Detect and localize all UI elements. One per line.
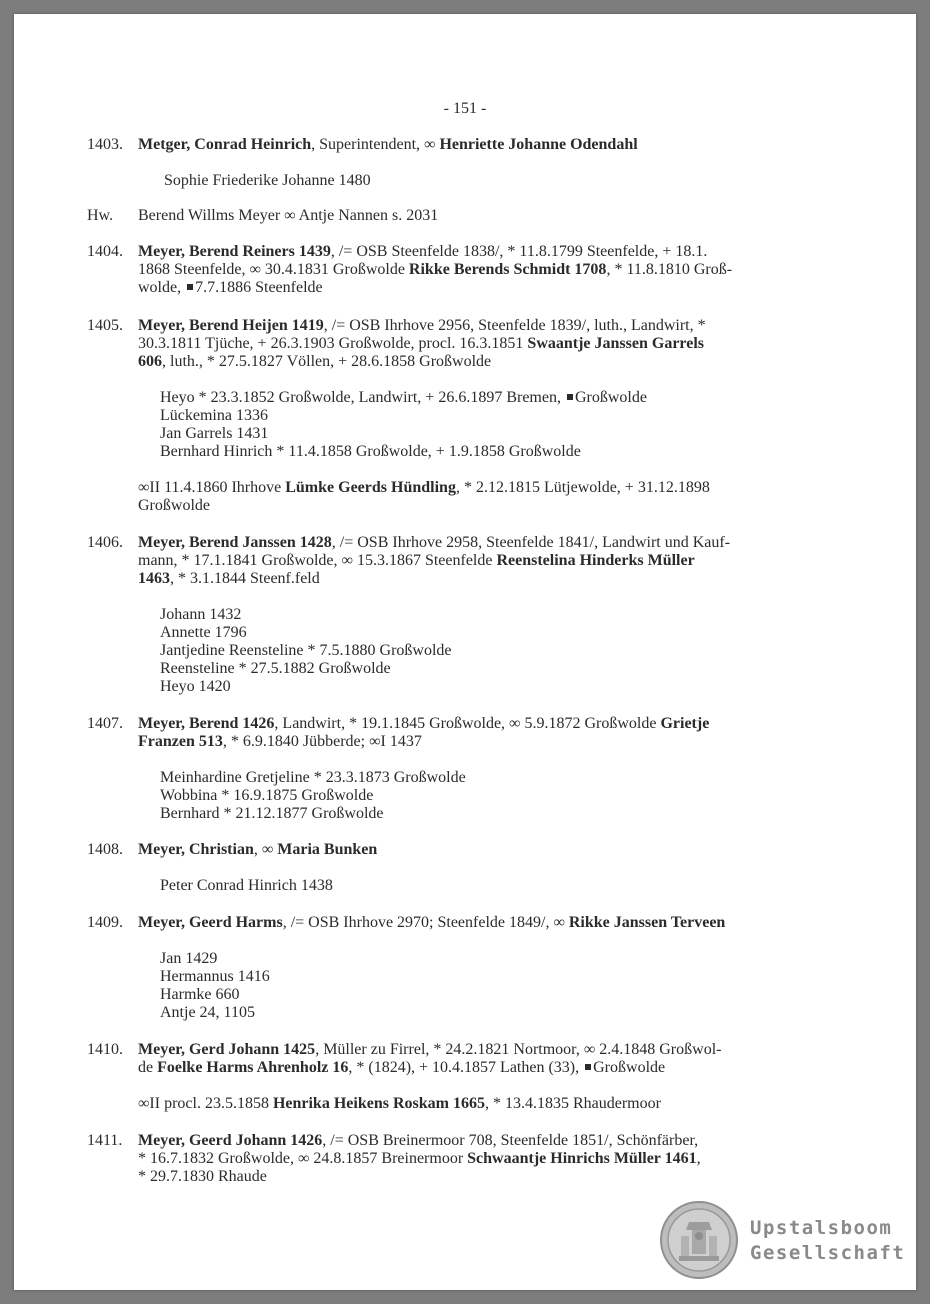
spouse-name: Lümke Geerds Hündling	[285, 479, 456, 496]
child-line: Jantjedine Reensteline * 7.5.1880 Großwolde	[160, 642, 452, 659]
entry-text: , /= OSB Steenfelde 1838/, * 11.8.1799 Steenfelde, + 18.1.	[330, 243, 708, 260]
child-line: Wobbina * 16.9.1875 Großwolde	[160, 787, 374, 804]
entry-text: 1868 Steenfelde, ∞ 30.4.1831 Großwolde	[138, 261, 409, 278]
entry-number: 1410.	[87, 1041, 123, 1058]
entry-text: , luth., * 27.5.1827 Völlen, + 28.6.1858 Großwolde	[162, 353, 492, 370]
entry-number: 1411.	[87, 1132, 123, 1149]
logo-line: Gesellschaft	[750, 1242, 906, 1264]
entry-text: , * 11.8.1810 Groß-	[606, 261, 733, 278]
marriage-line: Großwolde	[138, 497, 210, 514]
spouse-name: Reenstelina Hinderks Müller	[496, 552, 695, 569]
child-line: Bernhard Hinrich * 11.4.1858 Großwolde, + 1.9.1858 Großwolde	[160, 443, 581, 460]
entry-text: , /= OSB Breinermoor 708, Steenfelde 1851/, Schönfärber,	[322, 1132, 699, 1149]
entry-text: , * 6.9.1840 Jübberde; ∞I 1437	[222, 733, 422, 750]
child-line: Harmke 660	[160, 986, 240, 1003]
person-name: Meyer, Geerd Harms	[138, 914, 283, 931]
entry-line	[138, 1059, 665, 1077]
entry-text: , * 3.1.1844 Steenf.feld	[170, 570, 320, 587]
entry-text: Heyo * 23.3.1852 Großwolde, Landwirt, + 26.6.1897 Bremen,	[160, 389, 565, 406]
spouse-name: Henrika Heikens Roskam 1665	[272, 1095, 485, 1112]
entry-text: , /= OSB Ihrhove 2958, Steenfelde 1841/, Landwirt und Kauf-	[331, 534, 731, 551]
entry-line	[138, 243, 707, 261]
child-line: Jan Garrels 1431	[160, 425, 269, 442]
spouse-name: Maria Bunken	[277, 841, 378, 858]
spouse-name: Henriette Johanne Odendahl	[439, 136, 638, 153]
entry-line	[138, 335, 704, 353]
child-line: Sophie Friederike Johanne 1480	[164, 172, 371, 189]
spouse-name: Rikke Janssen Terveen	[568, 914, 726, 931]
entry-number: 1406.	[87, 534, 123, 551]
spouse-name: Foelke Harms Ahrenholz 16	[157, 1059, 349, 1076]
entry-line	[138, 353, 491, 371]
entry-line	[138, 1132, 698, 1150]
entry-line	[138, 570, 320, 588]
entry-text: 30.3.1811 Tjüche, + 26.3.1903 Großwolde, procl. 16.3.1851	[138, 335, 528, 352]
spouse-number: 606	[138, 353, 162, 370]
entry-text: ∞II 11.4.1860 Ihrhove	[138, 479, 286, 496]
child-line: Annette 1796	[160, 624, 247, 641]
entry-line: Berend Willms Meyer ∞ Antje Nannen s. 2031	[138, 207, 439, 224]
society-logo-text	[750, 1216, 905, 1266]
entry-line	[138, 552, 695, 570]
entry-text: de	[138, 1059, 158, 1076]
entry-line	[138, 733, 422, 751]
entry-line	[138, 279, 323, 297]
entry-text: mann, * 17.1.1841 Großwolde, ∞ 15.3.1867 Steenfelde	[138, 552, 497, 569]
child-line: Peter Conrad Hinrich 1438	[160, 877, 333, 894]
person-name: Meyer, Geerd Johann 1426	[138, 1132, 323, 1149]
entry-number: 1408.	[87, 841, 123, 858]
burial-square-icon	[567, 394, 573, 400]
child-line: Hermannus 1416	[160, 968, 270, 985]
entry-text: ∞II procl. 23.5.1858	[138, 1095, 273, 1112]
entry-line	[138, 534, 730, 552]
entry-text: Großwolde	[574, 389, 647, 406]
entry-text: wolde,	[138, 279, 186, 296]
spouse-name: Franzen 513	[138, 733, 223, 750]
person-name: Meyer, Berend Heijen 1419	[138, 317, 324, 334]
entry-line	[138, 261, 732, 279]
entry-text: ,	[696, 1150, 701, 1167]
seal-logo-icon	[659, 1200, 739, 1280]
entry-text: , * 13.4.1835 Rhaudermoor	[484, 1095, 661, 1112]
marriage-line	[138, 479, 710, 497]
entry-line	[138, 1150, 701, 1168]
spouse-name: Swaantje Janssen Garrels	[527, 335, 705, 352]
entry-line	[138, 841, 377, 859]
child-line: Antje 24, 1105	[160, 1004, 255, 1021]
person-name: Meyer, Berend Reiners 1439	[138, 243, 331, 260]
entry-text: , * 2.12.1815 Lütjewolde, + 31.12.1898	[455, 479, 710, 496]
entry-line	[138, 136, 638, 154]
logo-line: Upstalsboom	[750, 1217, 893, 1239]
entry-text: , Superintendent, ∞	[311, 136, 440, 153]
entry-number: 1403.	[87, 136, 123, 153]
entry-text: , * (1824), + 10.4.1857 Lathen (33),	[348, 1059, 584, 1076]
person-name: Metger, Conrad Heinrich	[138, 136, 312, 153]
spouse-number: 1463	[138, 570, 170, 587]
entry-text: , /= OSB Ihrhove 2970; Steenfelde 1849/, ∞	[282, 914, 569, 931]
entry-line	[138, 317, 706, 335]
entry-text: , Müller zu Firrel, * 24.2.1821 Nortmoor, ∞ 2.4.1848 Großwol-	[315, 1041, 722, 1058]
spouse-name: Schwaantje Hinrichs Müller 1461	[467, 1150, 697, 1167]
entry-line	[138, 1041, 721, 1059]
entry-number: 1409.	[87, 914, 123, 931]
entry-text: Großwolde	[593, 1059, 666, 1076]
page-number: - 151 -	[443, 100, 487, 117]
child-line: Johann 1432	[160, 606, 242, 623]
child-line: Jan 1429	[160, 950, 218, 967]
child-line	[160, 389, 647, 407]
child-line: Lückemina 1336	[160, 407, 268, 424]
document-page	[14, 14, 916, 1290]
entry-text: 7.7.1886 Steenfelde	[195, 279, 323, 296]
burial-square-icon	[585, 1064, 591, 1070]
entry-line	[138, 914, 725, 932]
person-name: Meyer, Gerd Johann 1425	[138, 1041, 316, 1058]
child-line: Heyo 1420	[160, 678, 231, 695]
entry-number: 1404.	[87, 243, 123, 260]
burial-square-icon	[187, 284, 193, 290]
entry-number: 1405.	[87, 317, 123, 334]
person-name: Meyer, Berend Janssen 1428	[138, 534, 332, 551]
person-name: Meyer, Berend 1426	[138, 715, 275, 732]
person-name: Meyer, Christian	[138, 841, 254, 858]
entry-number: 1407.	[87, 715, 123, 732]
entry-text: , ∞	[253, 841, 278, 858]
entry-text: , /= OSB Ihrhove 2956, Steenfelde 1839/, luth., Landwirt, *	[323, 317, 706, 334]
entry-number: Hw.	[87, 207, 114, 224]
spouse-name: Rikke Berends Schmidt 1708	[408, 261, 607, 278]
spouse-name: Grietje	[660, 715, 710, 732]
child-line: Reensteline * 27.5.1882 Großwolde	[160, 660, 391, 677]
entry-line: * 29.7.1830 Rhaude	[138, 1168, 267, 1185]
entry-text: * 16.7.1832 Großwolde, ∞ 24.8.1857 Breinermoor	[138, 1150, 468, 1167]
entry-text: , Landwirt, * 19.1.1845 Großwolde, ∞ 5.9.1872 Großwolde	[274, 715, 661, 732]
child-line: Bernhard * 21.12.1877 Großwolde	[160, 805, 384, 822]
marriage-line	[138, 1095, 661, 1113]
child-line: Meinhardine Gretjeline * 23.3.1873 Großwolde	[160, 769, 466, 786]
entry-line	[138, 715, 709, 733]
